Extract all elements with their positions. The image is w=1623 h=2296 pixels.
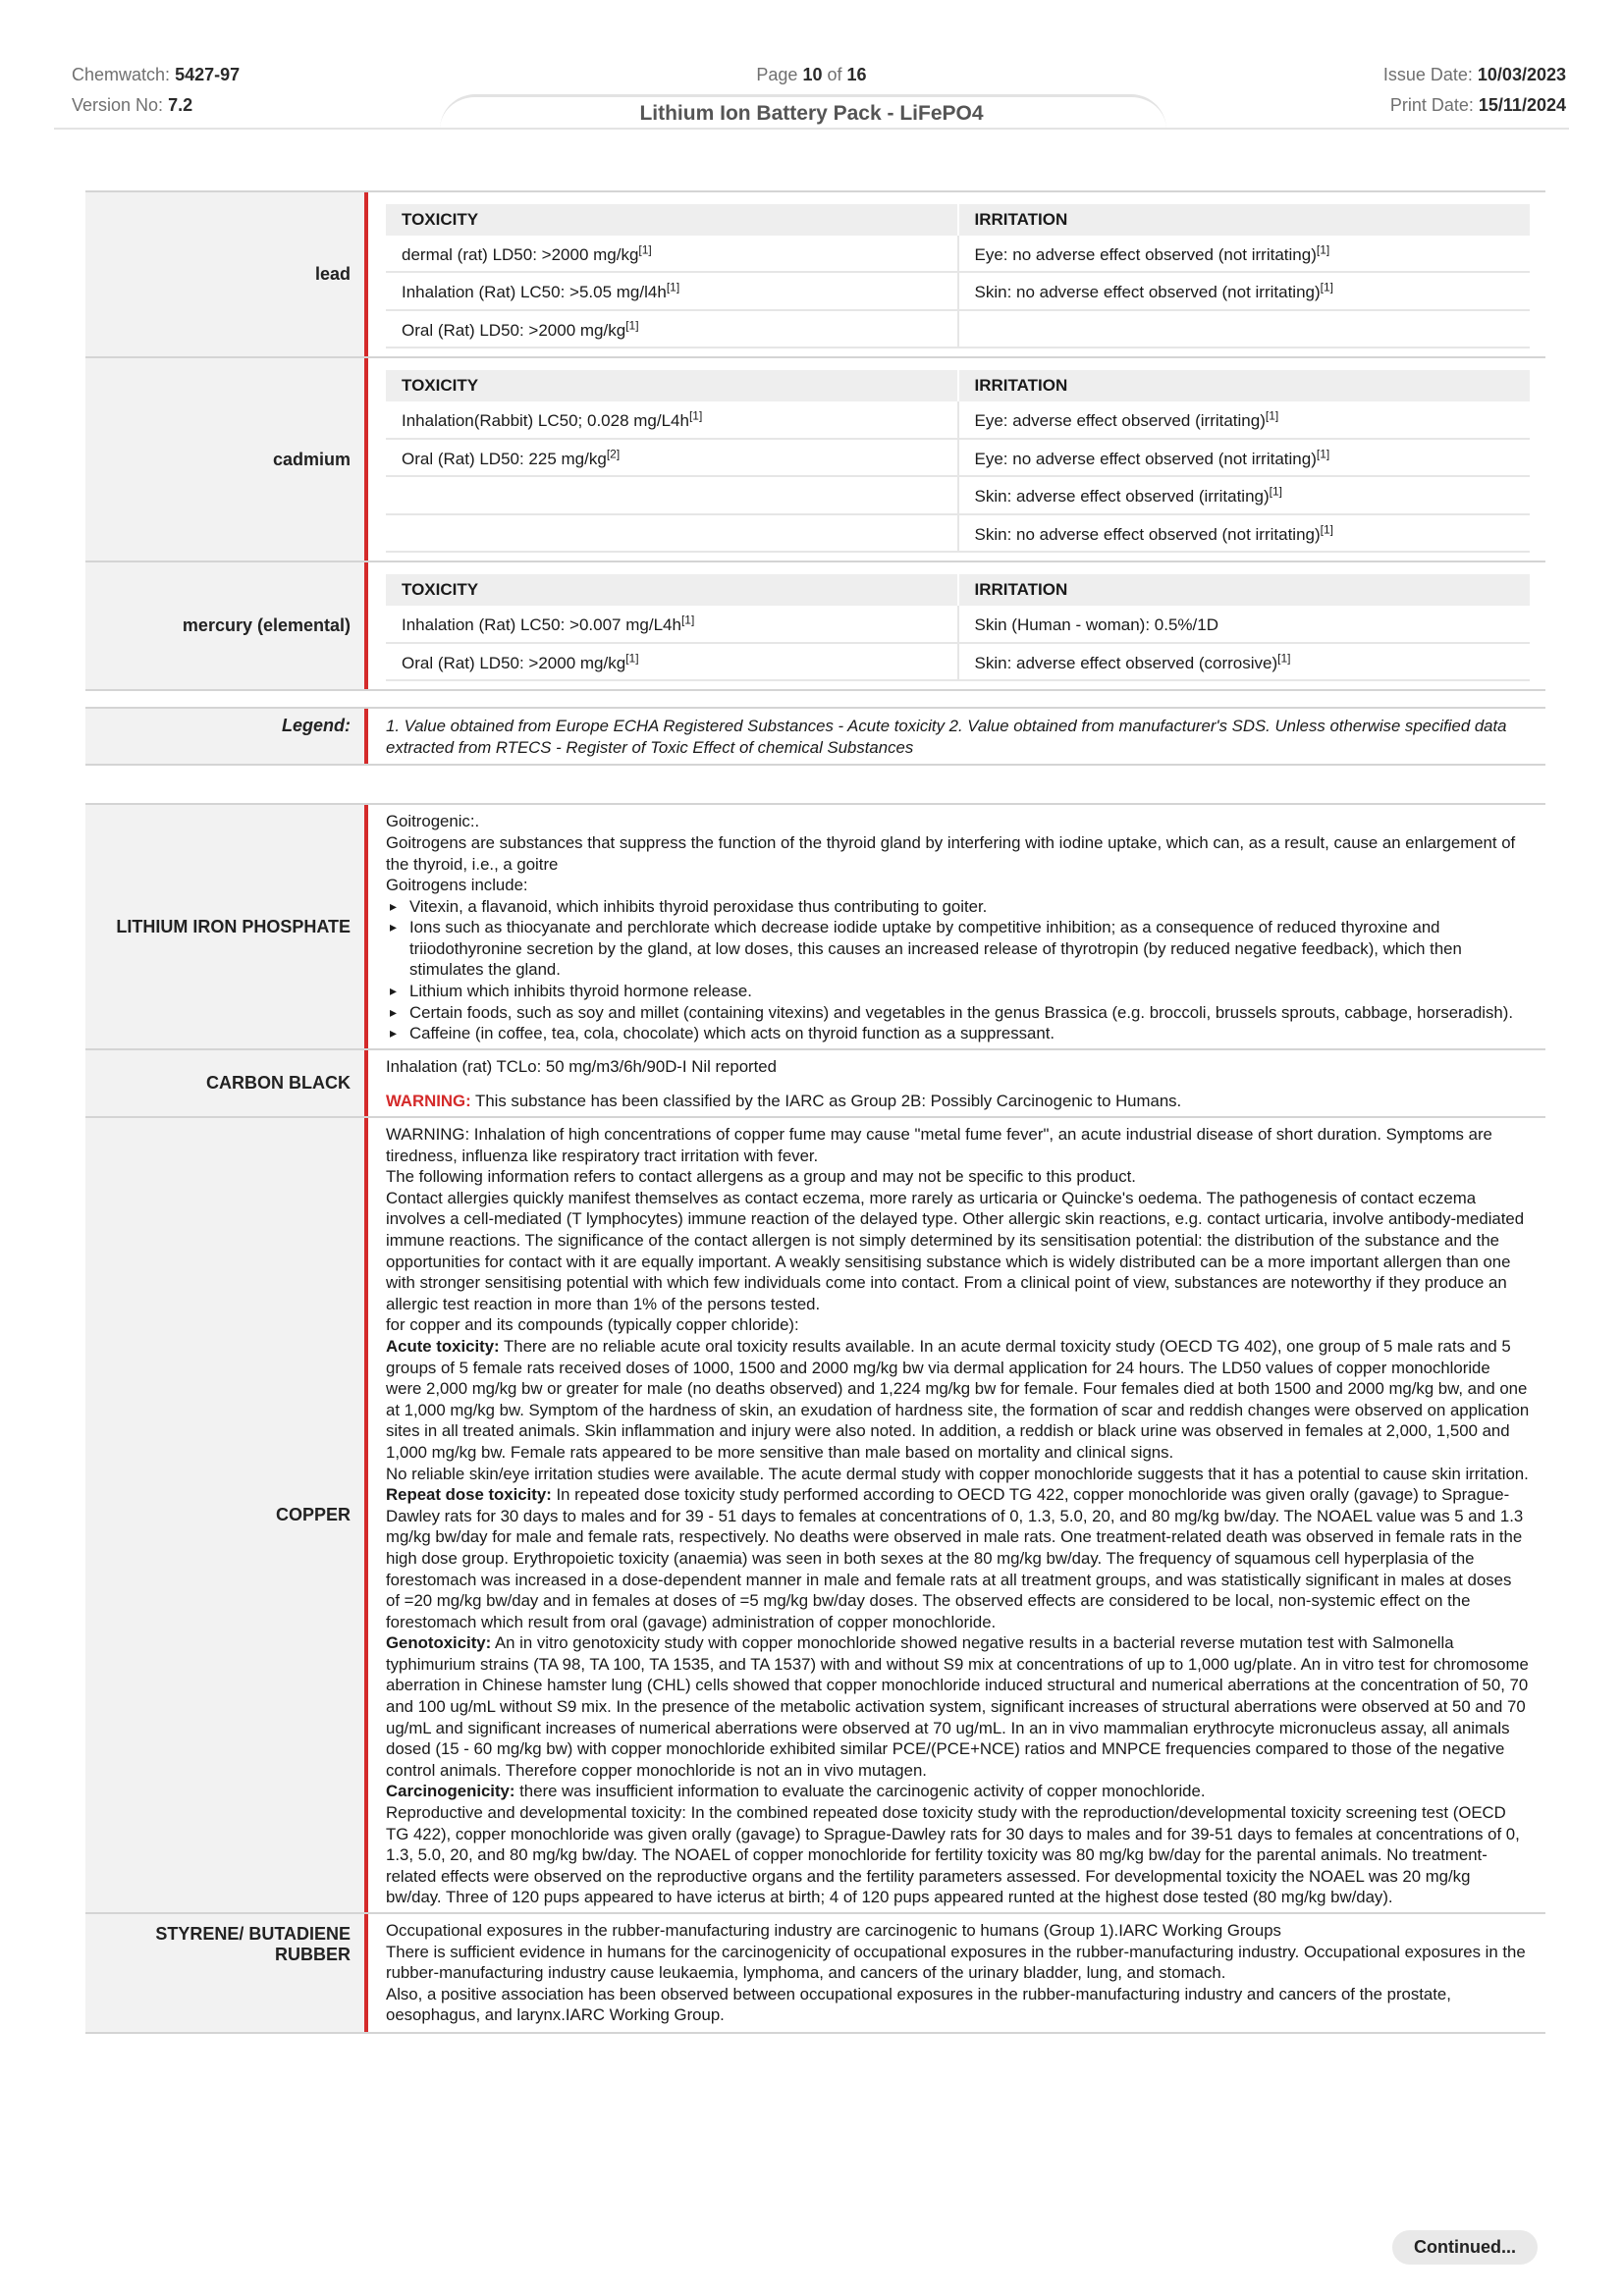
print-date: Print Date: 15/11/2024 — [1389, 95, 1566, 115]
irritation-header: IRRITATION — [958, 370, 1531, 401]
page-number: Page 10 of 16 — [756, 65, 867, 84]
section-label: STYRENE/ BUTADIENE RUBBER — [85, 1914, 368, 2032]
section-copper: COPPER WARNING: Inhalation of high concentrations of copper fume may cause "metal fume fever", an acute industrial disease of short duration. Symptoms are tiredness, influenza like respiratory tract irritation with fever. The following information refers to contact allergens as a group and may not be specific to this product. Contact allergies quickly manifest themselves as contact eczema, more rarely as urticaria or Quincke's oedema. The pathogenesis of contact eczema involves a cell-mediated (T lymphocytes) immune reaction of the delayed type. Other allergic skin reactions, e.g. contact urticaria, involve antibody-mediated immune reactions. The significance of the contact allergen is not simply determined by its sensitisation potential: the distribution of the substance and the opportunities for contact with it are equally important. A weakly sensitising substance which is widely distributed can be a more important allergen than one with stronger sensitising potential with which few individuals come into contact. From a clinical point of view, substances are noteworthy if they produce an allergic test reaction in more than 1% of the persons tested. for copper and its compounds (typically copper chloride): Acute toxicity: There are no reliable acute oral toxicity results available. In an acute dermal toxicity study (OECD TG 402), one group of 5 male rats and 5 groups of 5 female rats received doses of 1000, 1500 and 2000 mg/kg bw via dermal application for 24 hours. The LD50 values of copper monochloride were 2,000 mg/kg bw or greater for male (no deaths observed) and 1,224 mg/kg bw for female. Four females died at both 1500 and 2000 mg/kg bw, and one at 1,000 mg/kg bw. Symptom of the hardness of skin, an exudation of hardness site, the formation of scar and reddish changes were observed on application sites in all treated animals. Skin inflammation and injury were also noted. In addition, a reddish or black urine was observed in females at 2,000, 1,500 and 1,000 mg/kg bw. Female rats appeared to be more sensitive than male based on mortality and clinical signs. No reliable skin/eye irritation studies were available. The acute dermal study with copper monochloride suggests that it has a potential to cause skin irritation. Repeat dose toxicity: In repeated dose toxicity study performed according to OECD TG 422, copper monochloride was given orally (gavage) to Sprague-Dawley rats for 30 days to males and for 39 - 51 days to females at concentrations of 0, 1.3, 5.0, 20, and 80 mg/kg bw/day. The NOAEL value was 5 and 1.3 mg/kg bw/day for male and female rats, respectively. No deaths were observed in male rats. One treatment-related death was observed in female rats in the high dose group. Erythropoietic toxicity (anaemia) was seen in both sexes at the 80 mg/kg bw/day. The frequency of squamous cell hyperplasia of the forestomach was increased in a dose-dependent manner in male and female rats at all treatment groups, and was statistically significant in males at doses of =20 mg/kg bw/day and in females at doses of =5 mg/kg bw/day doses. The observed effects are considered to be local, non-systemic effect on the forestomach which result from oral (gavage) administration of copper monochloride. Genotoxicity: An in vitro genotoxicity study with copper monochloride showed negative results in a bacterial reverse mutation test with Salmonella typhimurium strains (TA 98, TA 100, TA 1535, and TA 1537) with and without S9 mix at concentrations of up to 1,000 ug/plate. An in vitro test for chromosome aberration in Chinese hamster lung (CHL) cells showed that copper monochloride induced structural and numerical aberrations at the concentration of 50, 70 and 100 ug/mL without S9 mix. In the presence of the metabolic activation system, significant increases of structural aberrations were observed at 50 and 70 ug/mL and significant increases of numerical aberrations were observed at 70 ug/mL. In an in vivo mammalian erythrocyte micronucleus assay, all animals dosed (15 - 60 mg/kg bw) with copper monochloride exhibited similar PCE/(PCE+NCE) ratios and MNPCE frequencies compared to those of the negative control animals. Therefore copper monochloride is not an in vivo mutagen. Carcinogenicity: there was insufficient information to evaluate the carcinogenic activity of copper monochloride. Reproductive and developmental toxicity: In the combined repeated dose toxicity study with the reproduction/developmental toxicity screening test (OECD TG 422), copper monochloride was given orally (gavage) to Sprague-Dawley rats for 30 days to males and for 39-51 days to females at concentrations of 0, 1.3, 5.0, 20, and 80 mg/kg bw/day. The NOAEL of copper monochloride for fertility toxicity was 80 mg/kg bw/day for the parental animals. No treatment-related effects were observed on the reproductive organs and the fertility parameters assessed. For developmental toxicity the NOAEL was 20 mg/kg bw/day. Three of 120 pups appeared to have icterus at birth; 4 of 120 pups appeared runted at the highest dose tested (80 mg/kg bw/day). — [85, 1118, 1545, 1914]
legend-label: Legend: — [85, 709, 368, 764]
page-header — [0, 0, 1623, 137]
list-item: ▸ Ions such as thiocyanate and perchlorate which decrease iodide uptake by competitive inhibition; as a consequence of reduced thyroxine and triiodothyronine secretion by the gland, at low doses, this causes an increased release of thyrotropin (by reduced negative feedback), which then stimulates the gland. — [409, 917, 1530, 981]
table-row: Oral (Rat) LD50: >2000 mg/kg[1] Skin: adverse effect observed (corrosive)[1] — [386, 643, 1530, 681]
version-number: Version No: 7.2 — [72, 95, 193, 115]
section-carbon-black: CARBON BLACK Inhalation (rat) TCLo: 50 mg/m3/6h/90D-I Nil reported WARNING: This substance has been classified by the IARC as Group 2B: Possibly Carcinogenic to Humans. — [85, 1050, 1545, 1118]
irritation-header: IRRITATION — [958, 574, 1531, 606]
goitrogen-list — [386, 896, 1530, 1044]
table-row: Inhalation(Rabbit) LC50; 0.028 mg/L4h[1] Eye: adverse effect observed (irritating)[1] — [386, 401, 1530, 439]
section-label: mercury (elemental) — [85, 562, 368, 689]
list-item: ▸ Vitexin, a flavanoid, which inhibits thyroid peroxidase thus contributing to goiter. — [409, 896, 1530, 918]
table-row: Oral (Rat) LD50: 225 mg/kg[2] Eye: no adverse effect observed (not irritating)[1] — [386, 439, 1530, 477]
table-row: Inhalation (Rat) LC50: >0.007 mg/L4h[1] Skin (Human - woman): 0.5%/1D — [386, 606, 1530, 643]
section-legend — [85, 707, 1545, 766]
list-item: ▸ Caffeine (in coffee, tea, cola, chocolate) which acts on thyroid function as a suppressant. — [409, 1023, 1530, 1044]
chemwatch-id: Chemwatch: 5427-97 — [72, 65, 241, 84]
list-item: ▸ Certain foods, such as soy and millet (containing vitexins) and vegetables in the genus Brassica (e.g. broccoli, brussels sprouts, cabbage, horseradish). — [409, 1002, 1530, 1024]
table-row: Skin: adverse effect observed (irritating)[1] — [386, 476, 1530, 514]
toxicity-header: TOXICITY — [386, 574, 958, 606]
toxicity-table — [386, 574, 1530, 681]
section-label: lead — [85, 192, 368, 356]
section-cadmium — [85, 358, 1545, 562]
table-row: dermal (rat) LD50: >2000 mg/kg[1] Eye: no adverse effect observed (not irritating)[1] — [386, 236, 1530, 273]
table-row: Skin: no adverse effect observed (not irritating)[1] — [386, 514, 1530, 553]
warning-label: WARNING: — [386, 1092, 471, 1111]
section-mercury — [85, 562, 1545, 691]
toxicity-header: TOXICITY — [386, 204, 958, 236]
header-divider — [54, 128, 1569, 130]
section-label: cadmium — [85, 358, 368, 561]
table-row: Inhalation (Rat) LC50: >5.05 mg/l4h[1] Skin: no adverse effect observed (not irritating)[1] — [386, 272, 1530, 310]
toxicology-content — [85, 190, 1545, 2034]
section-label: COPPER — [85, 1118, 368, 1912]
section-lead — [85, 190, 1545, 358]
toxicity-table — [386, 204, 1530, 348]
toxicity-header: TOXICITY — [386, 370, 958, 401]
legend-text: 1. Value obtained from Europe ECHA Registered Substances - Acute toxicity 2. Value obtained from manufacturer's SDS. Unless otherwise specified data extracted from RTECS - Register of Toxic Effect of chemical Substances — [386, 717, 1507, 757]
list-item: ▸ Lithium which inhibits thyroid hormone release. — [409, 981, 1530, 1002]
section-lithium-iron-phosphate: LITHIUM IRON PHOSPHATE Goitrogenic:. Goitrogens are substances that suppress the function of the thyroid gland by interfering with iodine uptake, which can, as a result, cause an enlargement of the thyroid, i.e., a goitre Goitrogens include: ▸ Vitexin, a flavanoid, which inhibits thyroid peroxidase thus contributing to goiter. ▸ Ions such as thiocyanate and perchlorate which decrease iodide uptake by competitive inhibition; as a consequence of reduced thyroxine and triiodothyronine secretion by the gland, at low doses, this causes an increased release of thyrotropin (by reduced negative feedback), which then stimulates the gland. ▸ Lithium which inhibits thyroid hormone release. ▸ Certain foods, such as soy and millet (containing vitexins) and vegetables in the genus Brassica (e.g. broccoli, brussels sprouts, cabbage, horseradish). ▸ Caffeine (in coffee, tea, cola, chocolate) which acts on thyroid function as a suppressant. — [85, 803, 1545, 1050]
issue-date: Issue Date: 10/03/2023 — [1382, 65, 1566, 84]
section-label: CARBON BLACK — [85, 1050, 368, 1116]
toxicity-table — [386, 370, 1530, 553]
continued-badge: Continued... — [1392, 2230, 1538, 2265]
section-label: LITHIUM IRON PHOSPHATE — [85, 805, 368, 1048]
document-title: Lithium Ion Battery Pack - LiFePO4 — [639, 102, 984, 125]
section-styrene-butadiene-rubber: STYRENE/ BUTADIENE RUBBER Occupational exposures in the rubber-manufacturing industry are carcinogenic to humans (Group 1).IARC Working Groups There is sufficient evidence in humans for the carcinogenicity of occupational exposures in the rubber-manufacturing industry. Occupational exposures in the rubber-manufacturing industry cause leukaemia, lymphoma, and cancers of the urinary bladder, lung, and stomach. Also, a positive association has been observed between occupational exposures in the rubber-manufacturing industry and cancers of the prostate, oesophagus, and larynx.IARC Working Group. — [85, 1914, 1545, 2034]
table-row: Oral (Rat) LD50: >2000 mg/kg[1] — [386, 310, 1530, 348]
irritation-header: IRRITATION — [958, 204, 1531, 236]
